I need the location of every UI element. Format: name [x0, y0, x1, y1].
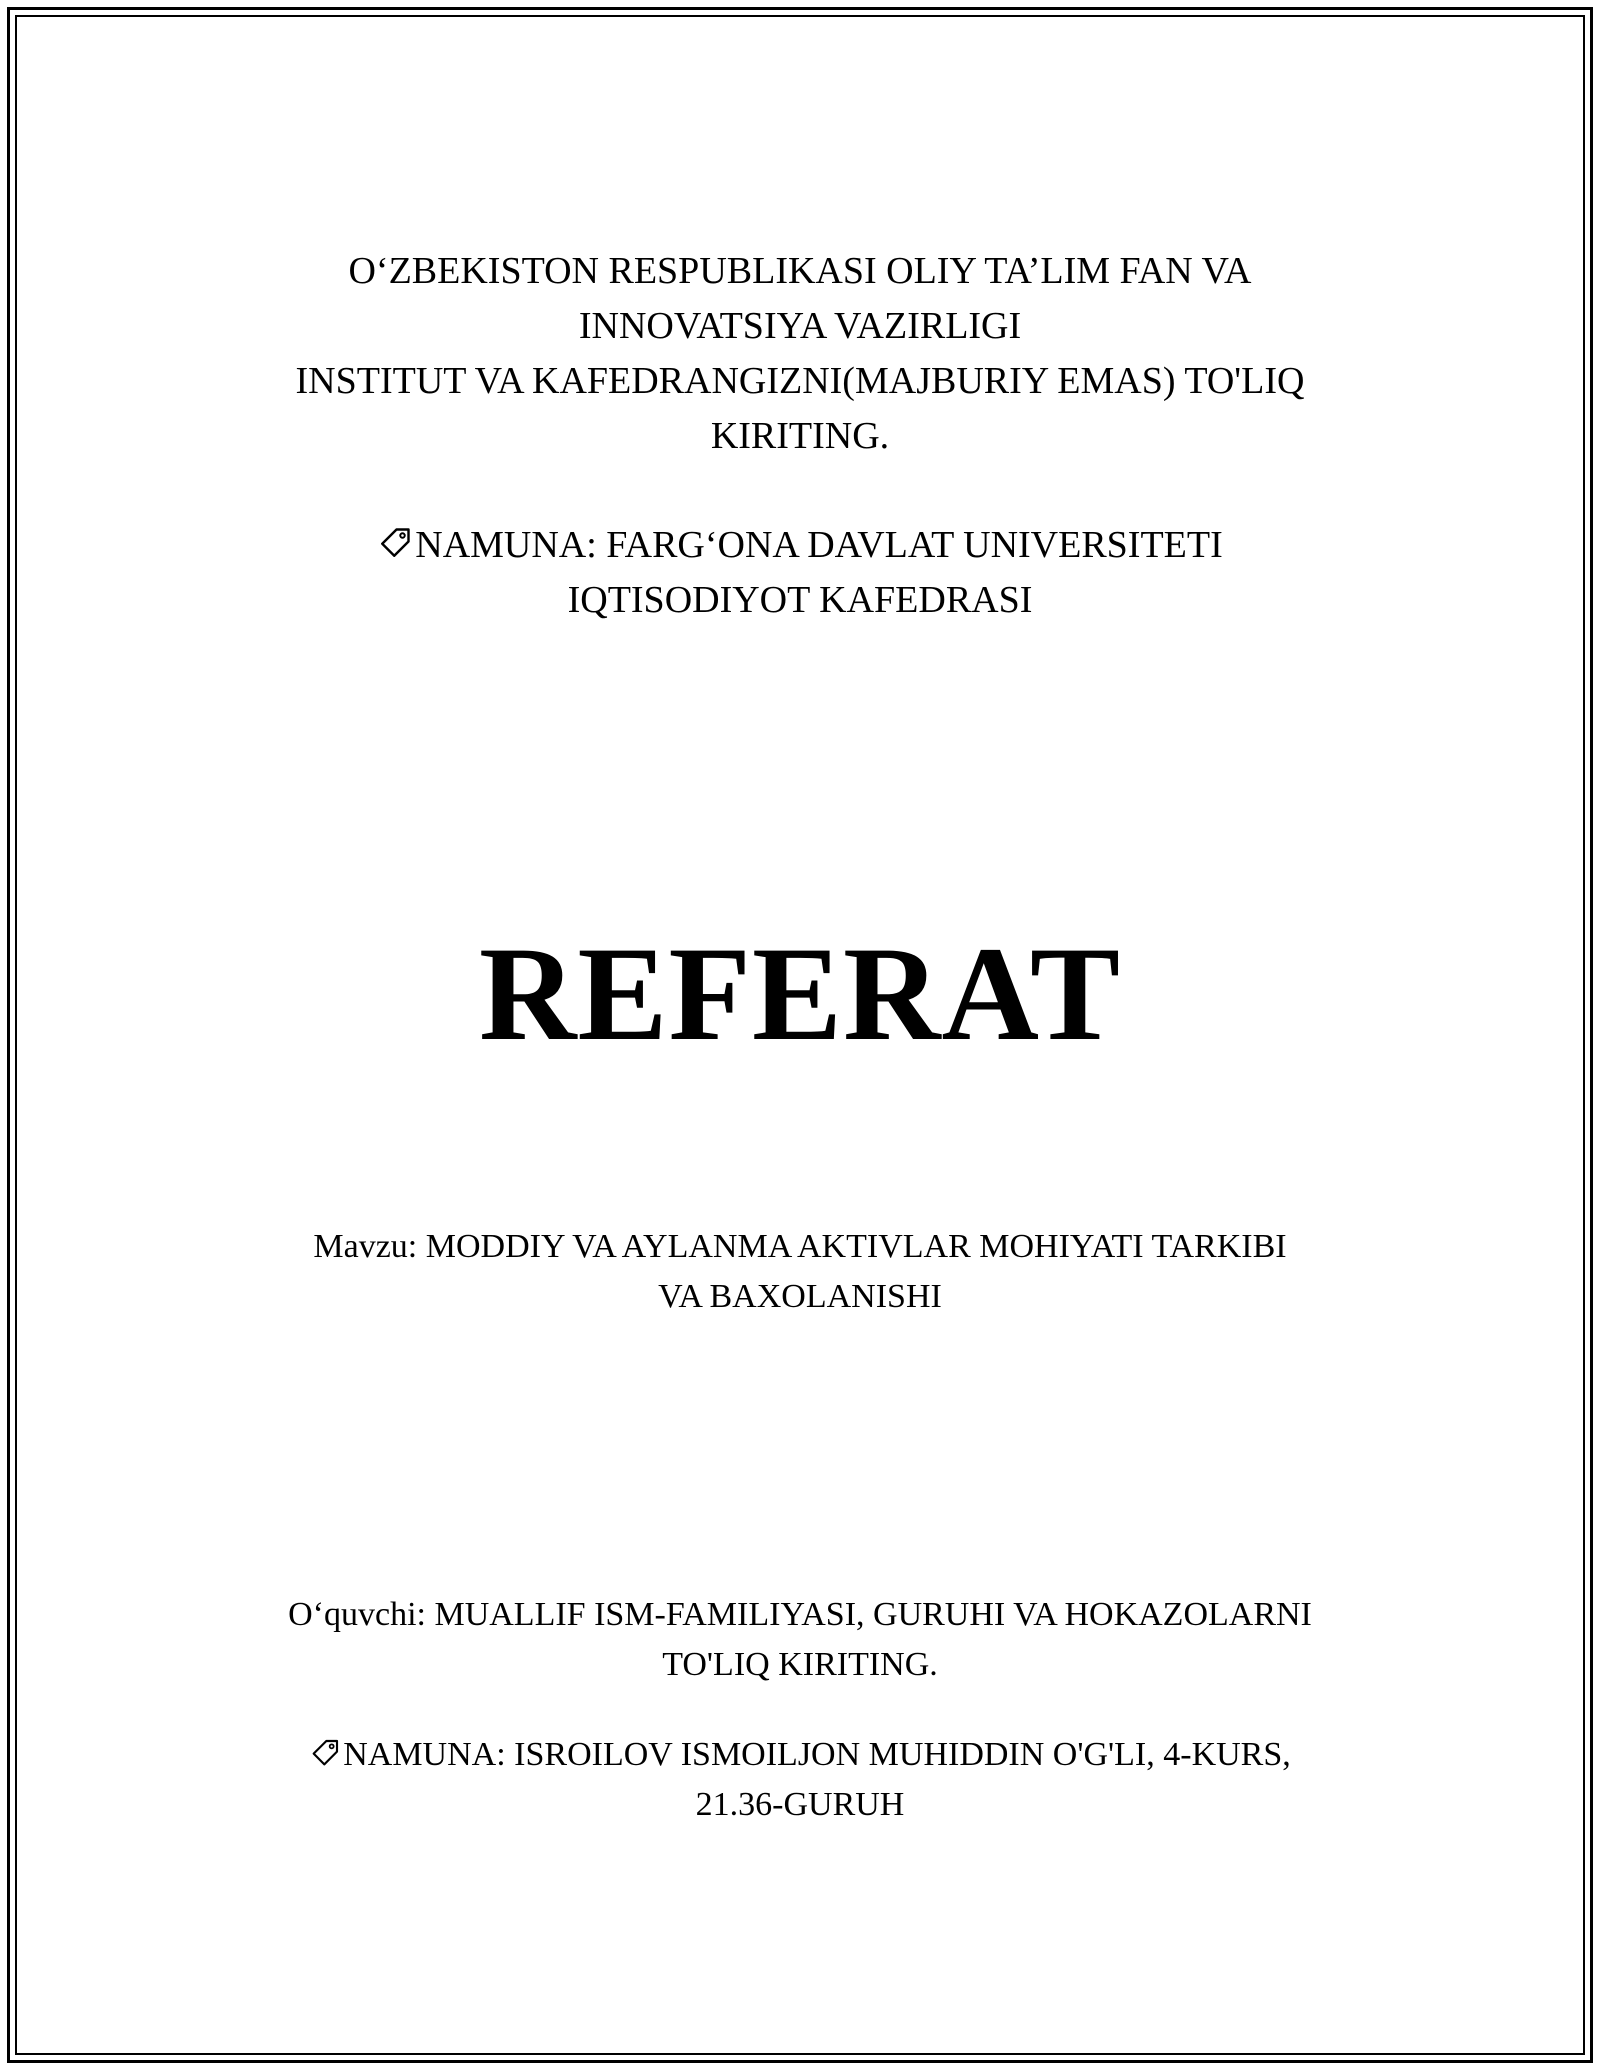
topic-line-2: VA BAXOLANISHI [658, 1278, 942, 1315]
student-info [0, 1590, 1600, 1690]
institute-instruction-line-1: INSTITUT VA KAFEDRANGIZNI(MAJBURIY EMAS) TO'LIQ [295, 360, 1305, 402]
institution-sample-line-2: IQTISODIYOT KAFEDRASI [567, 579, 1033, 621]
tag-icon [309, 1737, 341, 1769]
topic-line-1: Mavzu: MODDIY VA AYLANMA AKTIVLAR MOHIYATI TARKIBI [313, 1228, 1287, 1265]
document-title: REFERAT [478, 920, 1122, 1069]
tag-icon [377, 525, 413, 561]
student-sample-text-1: NAMUNA: ISROILOV ISMOILJON MUHIDDIN O'G'LI, 4-KURS, [343, 1736, 1291, 1773]
ministry-line-2: INNOVATSIYA VAZIRLIGI [578, 305, 1022, 347]
ministry-header [0, 244, 1600, 464]
institute-instruction-line-2: KIRITING. [710, 415, 890, 457]
student-line-2: TO'LIQ KIRITING. [662, 1646, 938, 1683]
student-sample [0, 1730, 1600, 1830]
student-line-1: O‘quvchi: MUALLIF ISM-FAMILIYASI, GURUHI VA HOKAZOLARNI [288, 1596, 1312, 1633]
topic [0, 1222, 1600, 1322]
student-sample-line-1 [0, 1730, 1600, 1780]
institution-sample-line-1 [0, 518, 1600, 573]
student-sample-line-2: 21.36-GURUH [695, 1786, 905, 1823]
institution-sample [0, 518, 1600, 628]
institution-sample-text-1: NAMUNA: FARG‘ONA DAVLAT UNIVERSITETI [415, 524, 1223, 566]
ministry-line-1: O‘ZBEKISTON RESPUBLIKASI OLIY TA’LIM FAN VA [348, 250, 1252, 292]
